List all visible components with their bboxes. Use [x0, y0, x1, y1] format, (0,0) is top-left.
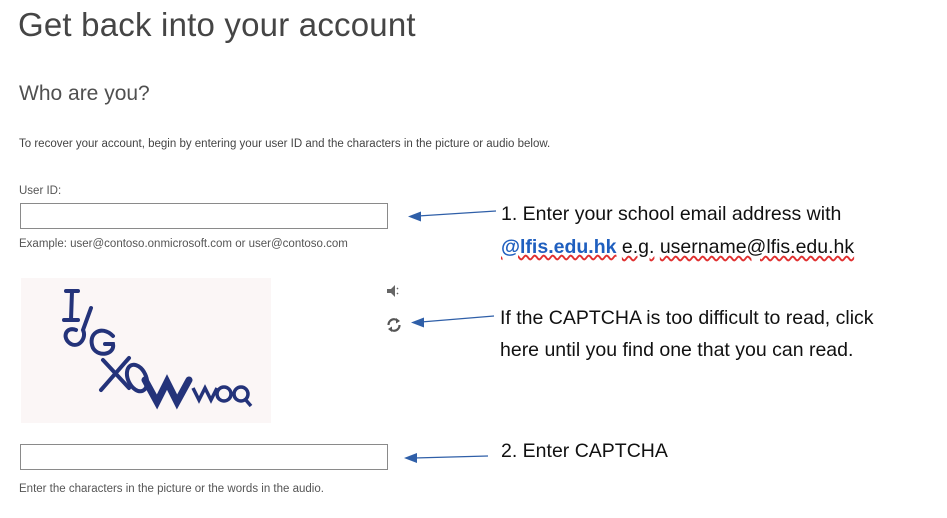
user-id-label: User ID: — [19, 185, 62, 197]
step1-note: 1. Enter your school email address with — [501, 203, 842, 225]
page-subtitle: Who are you? — [19, 82, 150, 105]
arrow-to-refresh — [421, 316, 494, 322]
captcha-tip-note: If the CAPTCHA is too difficult to read, click here until you find one that you can read. — [500, 307, 874, 361]
arrow-to-captcha — [414, 456, 488, 458]
eg-text: e.g. — [621, 236, 655, 258]
step1-note-line2 — [501, 236, 854, 259]
arrow-head-captcha — [404, 453, 417, 463]
page-title: Get back into your account — [18, 6, 416, 43]
step2-note: 2. Enter CAPTCHA — [501, 440, 668, 462]
arrow-head-user-id — [408, 212, 421, 222]
example-email-text: username@lfis.edu.hk — [659, 236, 855, 258]
arrow-to-user-id — [418, 211, 496, 216]
page-description: To recover your account, begin by entering your user ID and the characters in the picture or audio below. — [19, 138, 551, 150]
school-domain-text: @lfis.edu.hk — [501, 236, 617, 258]
captcha-help-text: Enter the characters in the picture or the words in the audio. — [19, 483, 324, 495]
arrow-head-refresh — [411, 318, 424, 328]
user-id-example: Example: user@contoso.onmicrosoft.com or user@contoso.com — [19, 238, 348, 250]
